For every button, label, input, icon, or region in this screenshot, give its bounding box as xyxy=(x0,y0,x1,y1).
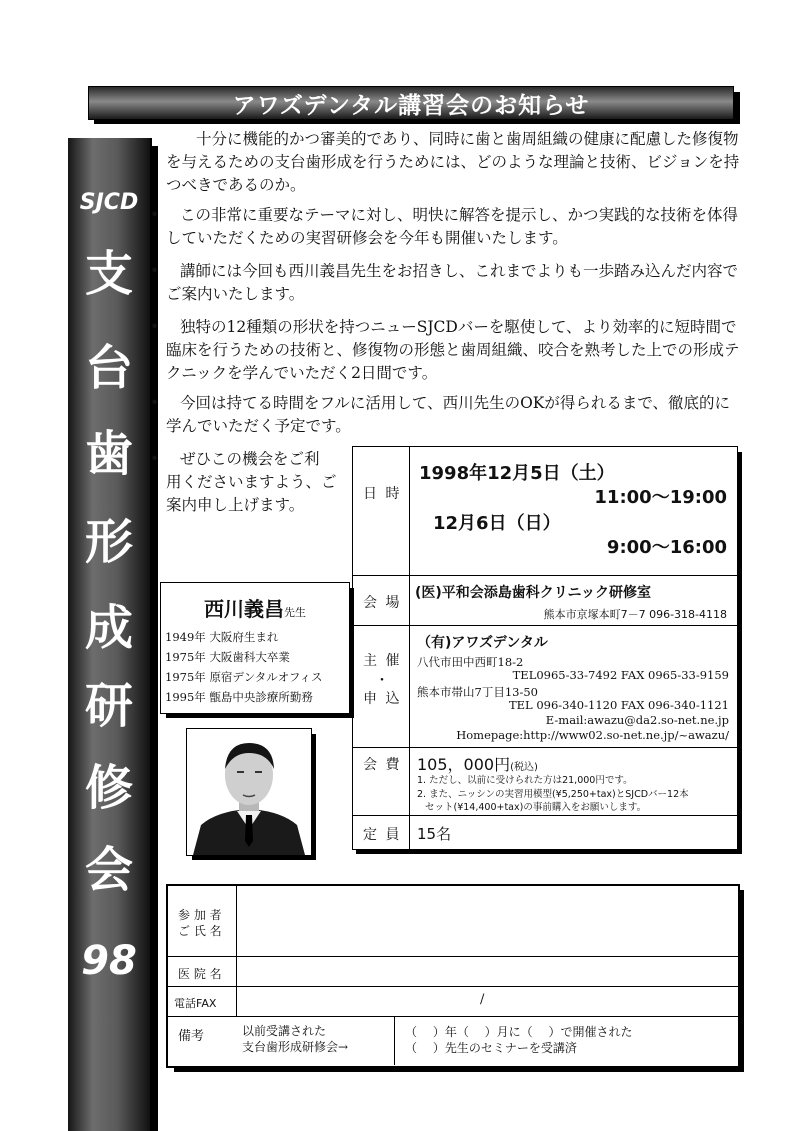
bullet: • xyxy=(150,318,160,336)
intro-text: 今回は持てる時間をフルに活用して、西川先生のOKが得られるまで、徹底的に学んでいただく予定です。 xyxy=(166,394,731,435)
organizer-tel-2: TEL 096-340-1120 FAX 096-340-1121 xyxy=(508,698,729,712)
intro-text: この非常に重要なテーマに対し、明快に解答を提示し、かつ実践的な技術を体得していただくための実習研修会を今年も開催いたします。 xyxy=(166,206,739,247)
previous-course: 以前受講された 支台歯形成研修会→ xyxy=(242,1024,349,1054)
form-row-name xyxy=(168,886,738,956)
info-table xyxy=(352,446,738,850)
intro-paragraph-2 xyxy=(150,204,740,250)
lecturer-photo xyxy=(186,728,312,856)
phone-label: 電話FAX xyxy=(168,987,237,1017)
venue-row xyxy=(353,575,737,626)
fee-note-1: 1. ただし、以前に受けられた方は21,000円です。 xyxy=(417,775,633,786)
intro-text: 講師には今回も西川義昌先生をお招きし、これまでよりも一歩踏み込んだ内容でご案内いたします。 xyxy=(166,262,739,303)
banner-char: 台 xyxy=(84,340,133,396)
banner-year: 98 xyxy=(81,938,137,984)
form-row-notes xyxy=(168,1016,738,1065)
name-field[interactable] xyxy=(237,886,738,956)
intro-text: 案内申し上げます。 xyxy=(166,496,305,514)
fee-note-2: 2. また、ニッシンの実習用模型(¥5,250+tax)とSJCDバー12本 xyxy=(417,789,689,800)
capacity-value: 15名 xyxy=(417,825,452,843)
page-title: アワズデンタル講習会のお知らせ xyxy=(232,92,590,119)
banner-char: 形 xyxy=(84,514,133,570)
fee-amount: 105，000円(税込) xyxy=(417,755,538,774)
schedule-date-1: 1998年12月5日（土） xyxy=(419,463,615,484)
fee-note-2-cont: セット(¥14,400+tax)の事前購入をお願いします。 xyxy=(425,802,647,813)
venue-name: (医)平和会添島歯科クリニック研修室 xyxy=(415,585,651,601)
intro-paragraph-5 xyxy=(150,392,740,438)
fee-label: 会 費 xyxy=(353,748,410,816)
form-row-phone xyxy=(168,986,738,1017)
held-info: （ ）年（ ）月に（ ）で開催された xyxy=(405,1025,633,1039)
clinic-field[interactable] xyxy=(237,957,738,987)
form-row-clinic xyxy=(168,956,738,987)
banner-sjcd: SJCD xyxy=(79,190,139,215)
venue-label: 会 場 xyxy=(353,576,410,626)
clinic-label: 医 院 名 xyxy=(168,957,237,987)
bullet: • xyxy=(150,394,160,412)
lecturer-name: 西川義昌先生 xyxy=(204,597,306,621)
organizer-label: 主 催 ・ 申 込 xyxy=(353,626,410,748)
portrait-image xyxy=(187,729,311,855)
intro-paragraph-3 xyxy=(150,260,740,306)
banner-char: 歯 xyxy=(84,426,133,482)
bullet: • xyxy=(150,450,160,468)
venue-address: 熊本市京塚本町7－7 096-318-4118 xyxy=(543,608,727,621)
organizer-name: （有)アワズデンタル xyxy=(417,635,548,651)
intro-paragraph-1 xyxy=(150,128,740,197)
previous-course-detail[interactable] xyxy=(394,1017,739,1065)
organizer-email[interactable]: E-mail:awazu@da2.so-net.ne.jp xyxy=(545,713,729,727)
intro-paragraph-6 xyxy=(150,448,340,517)
banner-char: 支 xyxy=(84,246,133,302)
capacity-row xyxy=(353,815,737,850)
capacity-label: 定 員 xyxy=(353,816,410,850)
intro-text: 独特の12種類の形状を持つニューSJCDバーを駆使して、より効率的に短時間で臨床を行うための技術と、修復物の形態と歯周組織、咬合を熟考した上での形成テクニックを学んでいただく2日間です。 xyxy=(166,318,740,382)
bullet: • xyxy=(150,262,160,280)
career-item: 1975年 原宿デンタルオフィス xyxy=(165,670,323,684)
schedule-date-2: 12月6日（日） xyxy=(433,513,561,534)
page-title-bar xyxy=(88,86,734,120)
registration-form xyxy=(166,884,740,1068)
fee-row xyxy=(353,747,737,816)
career-item: 1975年 大阪歯科大卒業 xyxy=(165,650,290,664)
seminar-info: （ ）先生のセミナーを受講済 xyxy=(405,1041,577,1055)
intro-text: 十分に機能的かつ審美的であり、同時に歯と歯周組織の健康に配慮した修復物を与えるための支台歯形成を行うためには、どのような理論と技術、ビジョンを持つべきであるのか。 xyxy=(166,130,740,194)
phone-field[interactable] xyxy=(237,987,738,1017)
lecturer-career xyxy=(165,627,322,707)
intro-text: 用くださいますよう、ご xyxy=(166,473,337,491)
schedule-time-2: 9:00～16:00 xyxy=(606,537,727,558)
organizer-homepage[interactable]: Homepage:http://www02.so-net.ne.jp/~awazu/ xyxy=(456,728,729,742)
career-item: 1995年 甑島中央診療所勤務 xyxy=(165,690,313,704)
schedule-row xyxy=(353,447,737,575)
bullet: • xyxy=(150,206,160,224)
lecturer-profile xyxy=(160,582,350,714)
banner-char: 修 xyxy=(84,760,133,816)
organizer-tel-1: TEL0965-33-7492 FAX 0965-33-9159 xyxy=(512,668,729,682)
name-label: 参 加 者 ご 氏 名 xyxy=(168,886,237,956)
notes-label: 備考 xyxy=(178,1029,205,1044)
banner-char: 研 xyxy=(84,678,133,734)
organizer-address-1: 八代市田中西町18-2 xyxy=(417,655,524,669)
banner-char: 成 xyxy=(84,600,133,656)
schedule-label: 日 時 xyxy=(353,447,410,575)
banner-char: 会 xyxy=(84,842,133,898)
career-item: 1949年 大阪府生まれ xyxy=(165,630,279,644)
schedule-time-1: 11:00～19:00 xyxy=(594,487,727,508)
intro-paragraph-4 xyxy=(150,316,740,385)
organizer-address-2: 熊本市帯山7丁目13-50 xyxy=(417,685,538,699)
phone-separator: / xyxy=(480,992,485,1007)
organizer-row xyxy=(353,625,737,748)
intro-text: ぜひこの機会をご利 xyxy=(180,450,320,468)
